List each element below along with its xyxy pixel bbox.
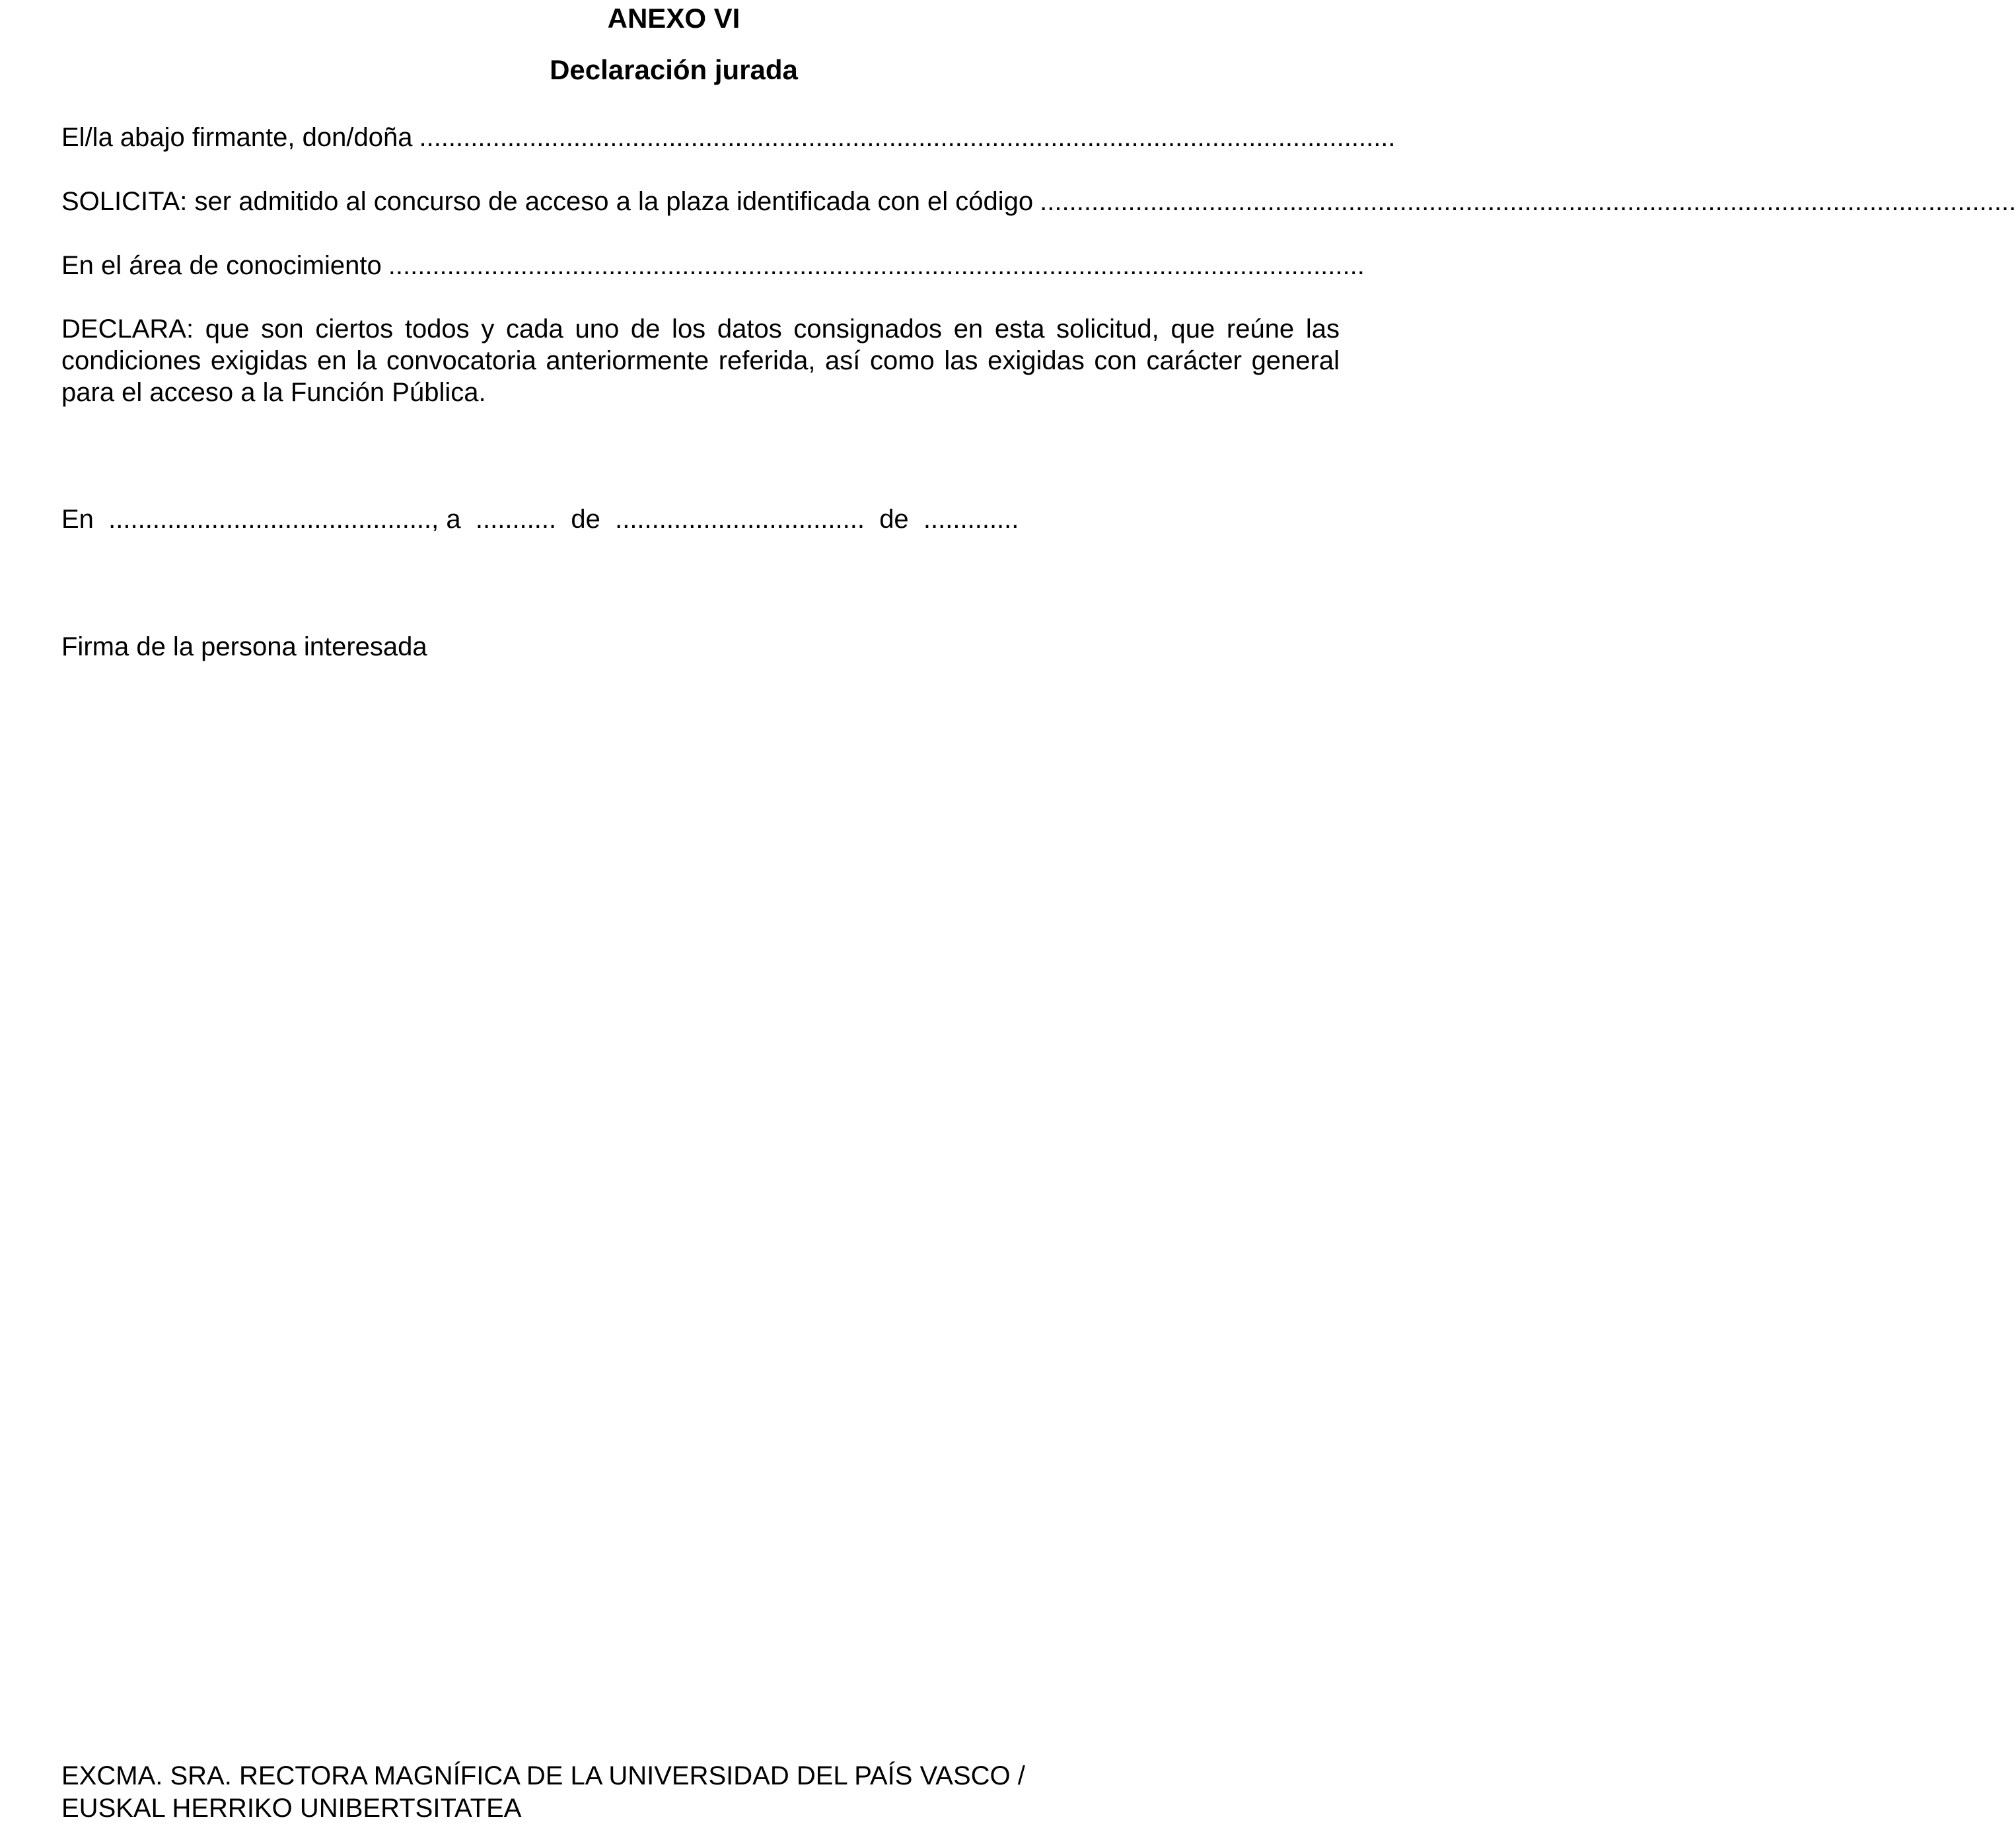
day-blank[interactable]: ........... xyxy=(475,505,557,534)
addressee-line-2: EUSKAL HERRIKO UNIBERTSITATEA xyxy=(61,1794,522,1823)
date-en-label: En xyxy=(61,505,94,534)
annex-title: ANEXO VI xyxy=(607,3,740,34)
date-de-label-2: de xyxy=(879,505,909,534)
document-subtitle: Declaración jurada xyxy=(550,54,798,85)
knowledge-area-blank[interactable]: ..................................................................................................................................... xyxy=(388,251,1365,280)
month-blank[interactable]: .................................. xyxy=(615,505,865,534)
year-blank[interactable]: ............. xyxy=(923,505,1019,534)
solicita-line xyxy=(61,186,2016,217)
date-a-label: , a xyxy=(431,505,461,534)
knowledge-area-label: En el área de conocimiento xyxy=(61,251,382,280)
signature-label: Firma de la persona interesada xyxy=(61,632,427,661)
place-blank[interactable]: ............................................ xyxy=(108,505,432,534)
date-de-label-1: de xyxy=(571,505,600,534)
applicant-name-blank[interactable]: ..................................................................................................................................... xyxy=(419,123,1396,152)
applicant-name-line xyxy=(61,122,1396,153)
solicita-label: SOLICITA: ser admitido al concurso de acceso a la plaza identificada con el código xyxy=(61,187,1034,216)
position-code-blank[interactable]: ..................................................................................................................................... xyxy=(1040,187,2016,216)
knowledge-area-line xyxy=(61,250,1365,281)
declara-paragraph: DECLARA: que son ciertos todos y cada uno de los datos consignados en esta solicitud, que reúne las condiciones exigidas en la convocatoria anteriormente referida, así como las exigidas con carácter general para el acceso a la Función Pública. xyxy=(61,314,1340,407)
applicant-name-label: El/la abajo firmante, don/doña xyxy=(61,123,413,152)
addressee-line-1: EXCMA. SRA. RECTORA MAGNÍFICA DE LA UNIVERSIDAD DEL PAÍS VASCO / xyxy=(61,1761,1025,1790)
place-date-line xyxy=(61,503,1019,535)
